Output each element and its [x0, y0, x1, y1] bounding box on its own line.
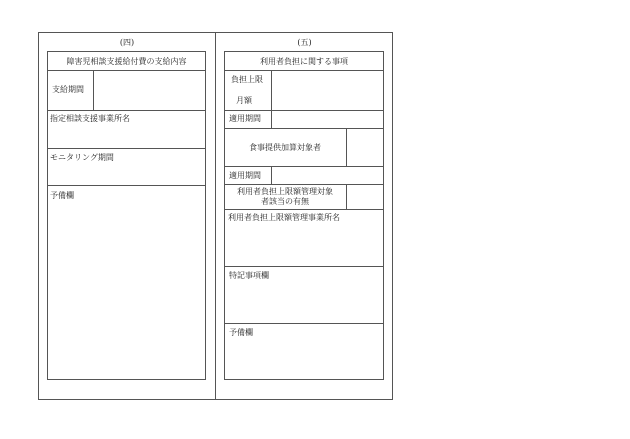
- applicable-period-1-divider: [271, 110, 272, 128]
- monitoring-period-label: モニタリング期間: [50, 153, 114, 162]
- designated-office-rule: [47, 148, 206, 149]
- special-notes-rule: [224, 323, 384, 324]
- left-section-header: 障害児相談支援給付費の支給内容: [66, 57, 187, 66]
- left-section-number: (四): [119, 38, 135, 47]
- limit-management-office-rule: [224, 266, 384, 267]
- limit-management-office-label: 利用者負担上限額管理事業所名: [228, 213, 340, 222]
- left-header-rule: [47, 70, 206, 71]
- left-reserve-label: 予備欄: [50, 191, 74, 200]
- burden-limit-label-line2: 月額: [236, 96, 252, 105]
- meal-addition-rule: [224, 166, 384, 167]
- limit-management-label-line1: 利用者負担上限額管理対象: [237, 187, 333, 196]
- limit-management-rule: [224, 209, 384, 210]
- burden-limit-divider: [271, 70, 272, 110]
- applicable-period-1-label: 適用期間: [229, 114, 261, 123]
- applicable-period-1-rule: [224, 128, 384, 129]
- meal-addition-divider: [346, 128, 347, 166]
- right-reserve-label: 予備欄: [229, 328, 253, 337]
- designated-office-label: 指定相談支援事業所名: [50, 114, 130, 123]
- special-notes-label: 特記事項欄: [229, 271, 269, 280]
- applicable-period-2-divider: [271, 166, 272, 184]
- right-header-rule: [224, 70, 384, 71]
- applicable-period-2-label: 適用期間: [229, 171, 261, 180]
- burden-limit-label-line1: 負担上限: [231, 75, 263, 84]
- left-section-table: [47, 51, 206, 380]
- right-section-header: 利用者負担に関する事項: [260, 57, 348, 66]
- limit-management-label-line2: 者該当の有無: [261, 197, 309, 206]
- applicable-period-2-rule: [224, 184, 384, 185]
- burden-limit-rule: [224, 110, 384, 111]
- payment-period-label: 支給期間: [52, 85, 84, 94]
- center-fold-divider: [215, 32, 216, 400]
- payment-period-divider: [93, 70, 94, 110]
- payment-period-rule: [47, 110, 206, 111]
- right-section-number: (五): [297, 38, 312, 47]
- meal-addition-label: 食事提供加算対象者: [249, 143, 321, 152]
- limit-management-divider: [346, 184, 347, 209]
- monitoring-period-rule: [47, 185, 206, 186]
